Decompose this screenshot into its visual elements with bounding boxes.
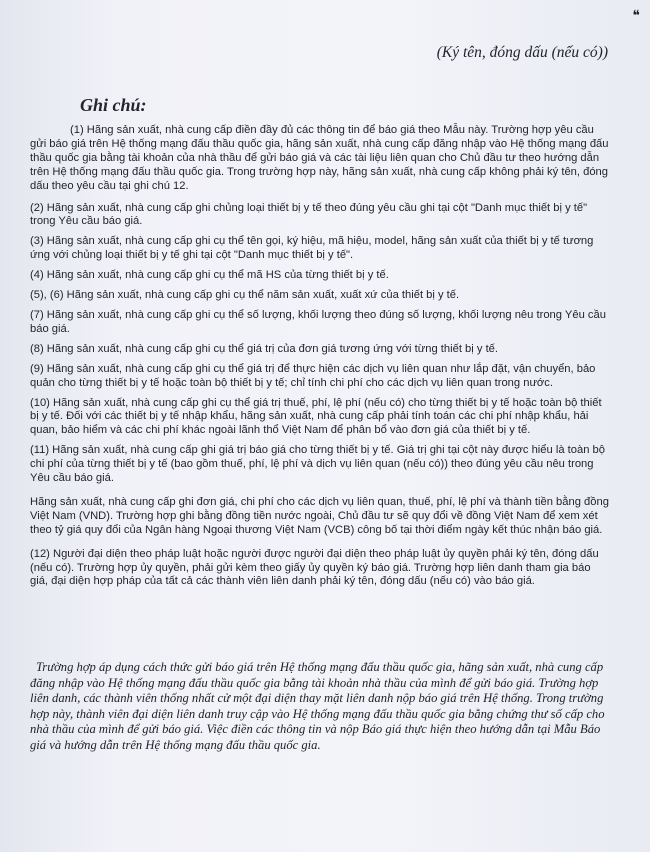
note-7: (7) Hãng sản xuất, nhà cung cấp ghi cụ thể số lượng, khối lượng theo đúng số lượng, khối lượng nêu trong Yêu cầu báo giá.: [30, 308, 606, 335]
note-9: (9) Hãng sản xuất, nhà cung cấp ghi cụ thể giá trị để thực hiện các dịch vụ liên quan như lắp đặt, vận chuyển, bảo quản cho từng thiết bị y tế hoặc toàn bộ thiết bị y tế; chỉ tính chi phí cho các dịch vụ liên quan trong nước.: [30, 362, 596, 389]
note-12: (12) Người đại diện theo pháp luật hoặc người được người đại diện theo pháp luật ủy quyền phải ký tên, đóng dấu (nếu có). Trường hợp ủy quyền, phải gửi kèm theo giấy ủy quyền ký báo giá. Trường hợp liên danh tham gia báo giá, đại diện hợp pháp của tất cả các thành viên liên danh phải ký tên, đóng dấu (nếu có) vào báo giá.: [30, 547, 599, 588]
notes-heading: Ghi chú:: [80, 95, 147, 115]
note-currency: Hãng sản xuất, nhà cung cấp ghi đơn giá, chi phí cho các dịch vụ liên quan, thuế, phí, lệ phí và thành tiền bằng đồng Việt Nam (VND). Trường hợp ghi bằng đồng tiền nước ngoài, Chủ đầu tư sẽ quy đổi về đồng Việt Nam để xem xét theo tỷ giá quy đổi của Ngân hàng Ngoại thương Việt Nam (VCB) công bố tại thời điểm ngày kết thúc nhận báo giá.: [30, 495, 609, 536]
signature-line: (Ký tên, đóng dấu (nếu có)): [436, 44, 608, 61]
note-5-6: (5), (6) Hãng sản xuất, nhà cung cấp ghi cụ thể năm sản xuất, xuất xứ của thiết bị y tế.: [30, 289, 460, 302]
note-8: (8) Hãng sản xuất, nhà cung cấp ghi cụ thể giá trị của đơn giá tương ứng với từng thiết bị y tế.: [30, 342, 499, 355]
notes-list: [30, 124, 610, 595]
note-1: (1) Hãng sản xuất, nhà cung cấp điền đầy đủ các thông tin để báo giá theo Mẫu này. Trường hợp yêu cầu gửi báo giá trên Hệ thống mạng đấu thầu quốc gia, hãng sản xuất, nhà cung cấp đăng nhập vào Hệ thống mạng đấu thầu quốc gia bằng tài khoản của nhà thầu để gửi báo giá và các tài liệu liên quan cho Chủ đầu tư theo hướng dẫn trên Hệ thống mạng đấu thầu quốc gia. Trong trường hợp này, hãng sản xuất, nhà cung cấp không phải ký tên, đóng dấu theo yêu cầu tại ghi chú 12.: [30, 124, 609, 192]
note-10: (10) Hãng sản xuất, nhà cung cấp ghi cụ thể giá trị thuế, phí, lệ phí (nếu có) cho từng thiết bị y tế hoặc toàn bộ thiết bị y tế. Đối với các thiết bị y tế nhập khẩu, hãng sản xuất, nhà cung cấp phải tính toán các chi phí nhập khẩu, hải quan, bảo hiểm và các chi phí khác ngoài lãnh thổ Việt Nam để phân bổ vào đơn giá của thiết bị y tế.: [30, 396, 602, 437]
note-3: (3) Hãng sản xuất, nhà cung cấp ghi cụ thể tên gọi, ký hiệu, mã hiệu, model, hãng sản xuất của thiết bị y tế tương ứng với chủng loại thiết bị y tế ghi tại cột "Danh mục thiết bị y tế".: [30, 235, 594, 262]
note-2: (2) Hãng sản xuất, nhà cung cấp ghi chủng loại thiết bị y tế theo đúng yêu cầu ghi tại cột "Danh mục thiết bị y tế" trong Yêu cầu báo giá.: [30, 201, 588, 228]
note-11: (11) Hãng sản xuất, nhà cung cấp ghi giá trị báo giá cho từng thiết bị y tế. Giá trị ghi tại cột này được hiểu là toàn bộ chi phí của từng thiết bị y tế (bao gồm thuế, phí, lệ phí và dịch vụ liên quan (nếu có)) theo đúng yêu cầu nêu trong Yêu cầu báo giá.: [30, 444, 605, 485]
note-4: (4) Hãng sản xuất, nhà cung cấp ghi cụ thể mã HS của từng thiết bị y tế.: [30, 269, 389, 282]
closing-paragraph: Trường hợp áp dụng cách thức gửi báo giá trên Hệ thống mạng đấu thầu quốc gia, hãng sản xuất, nhà cung cấp đăng nhập vào Hệ thống mạng đấu thầu quốc gia bằng tài khoản nhà thầu của mình để gửi báo giá. Trường hợp liên danh, các thành viên thống nhất cử một đại diện thay mặt liên danh nộp báo giá trên Hệ thống. Trong trường hợp này, thành viên đại diện liên danh truy cập vào Hệ thống mạng đấu thầu quốc gia bằng chứng thư số cấp cho nhà thầu của mình để gửi báo giá. Việc điền các thông tin và nộp Báo giá thực hiện theo hướng dẫn tại Mẫu Báo giá và hướng dẫn trên Hệ thống mạng đấu thầu quốc gia.: [30, 660, 605, 752]
corner-mark-icon: ❝: [632, 8, 640, 24]
